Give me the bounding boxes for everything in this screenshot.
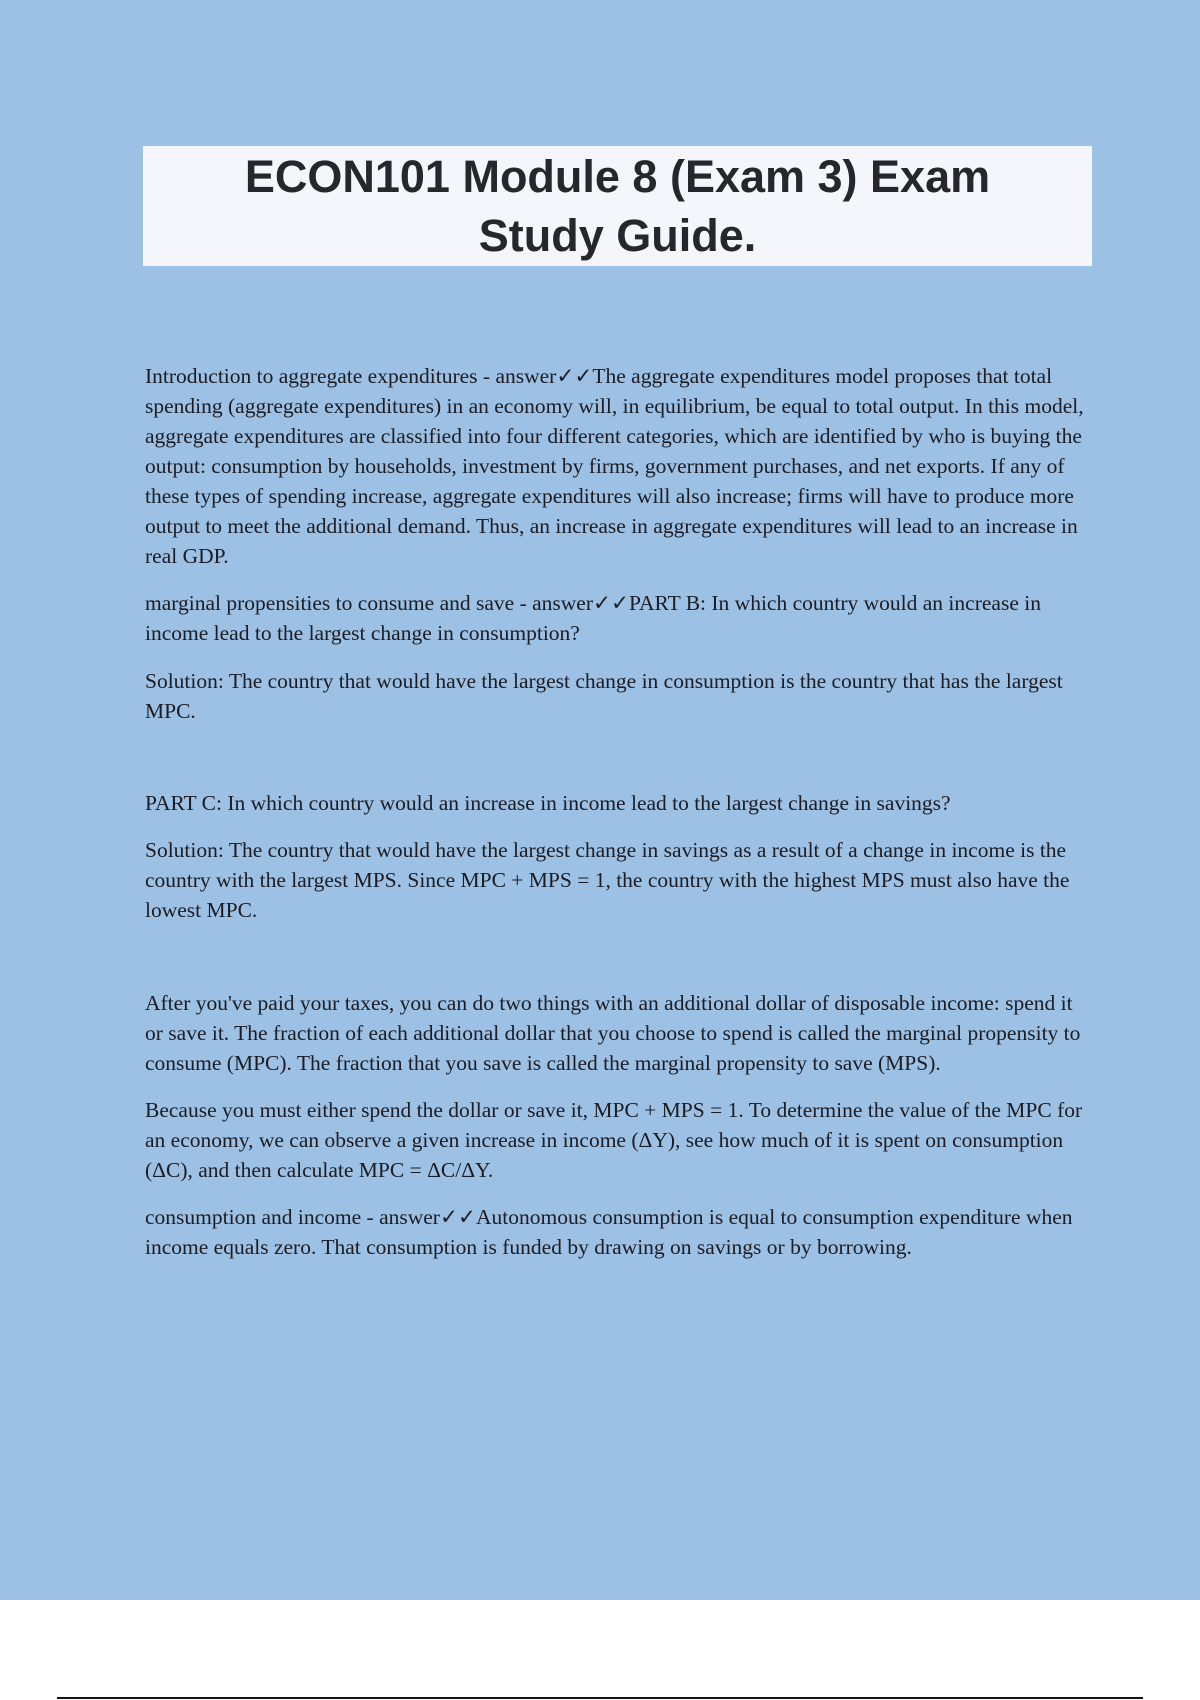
title-banner <box>143 146 1092 266</box>
paragraph-solution-part-b: Solution: The country that would have the largest change in consumption is the country that has the largest MPC. <box>145 669 1063 723</box>
footer-divider <box>57 1697 1143 1699</box>
paragraph-solution-part-c: Solution: The country that would have the largest change in savings as a result of a change in income is the country with the largest MPS. Since MPC + MPS = 1, the country with the highest MPS must also have the lowest MPC. <box>145 838 1070 922</box>
document-body <box>145 361 1090 1262</box>
paragraph-mpc-question: marginal propensities to consume and save - answer✓✓PART B: In which country would an increase in income lead to the largest change in consumption? <box>145 591 1041 645</box>
paragraph-after-taxes: After you've paid your taxes, you can do two things with an additional dollar of disposable income: spend it or save it. The fraction of each additional dollar that you choose to spend is called the marginal propensity to consume (MPC). The fraction that you save is called the marginal propensity to save (MPS). <box>145 991 1081 1075</box>
document-title: ECON101 Module 8 (Exam 3) Exam Study Guide. <box>244 151 991 261</box>
paragraph-intro-aggregate-expenditures: Introduction to aggregate expenditures - answer✓✓The aggregate expenditures model proposes that total spending (aggregate expenditures) in an economy will, in equilibrium, be equal to total output. In this model, aggregate expenditures are classified into four different categories, which are identified by who is buying the output: consumption by households, investment by firms, government purchases, and net exports. If any of these types of spending increase, aggregate expenditures will also increase; firms will have to produce more output to meet the additional demand. Thus, an increase in aggregate expenditures will lead to an increase in real GDP. <box>145 364 1084 568</box>
paragraph-part-c: PART C: In which country would an increase in income lead to the largest change in savings? <box>145 791 951 815</box>
paragraph-mpc-mps-formula: Because you must either spend the dollar or save it, MPC + MPS = 1. To determine the value of the MPC for an economy, we can observe a given increase in income (ΔY), see how much of it is spent on consumption (ΔC), and then calculate MPC = ΔC/ΔY. <box>145 1098 1083 1182</box>
paragraph-consumption-income: consumption and income - answer✓✓Autonomous consumption is equal to consumption expenditure when income equals zero. That consumption is funded by drawing on savings or by borrowing. <box>145 1205 1073 1259</box>
